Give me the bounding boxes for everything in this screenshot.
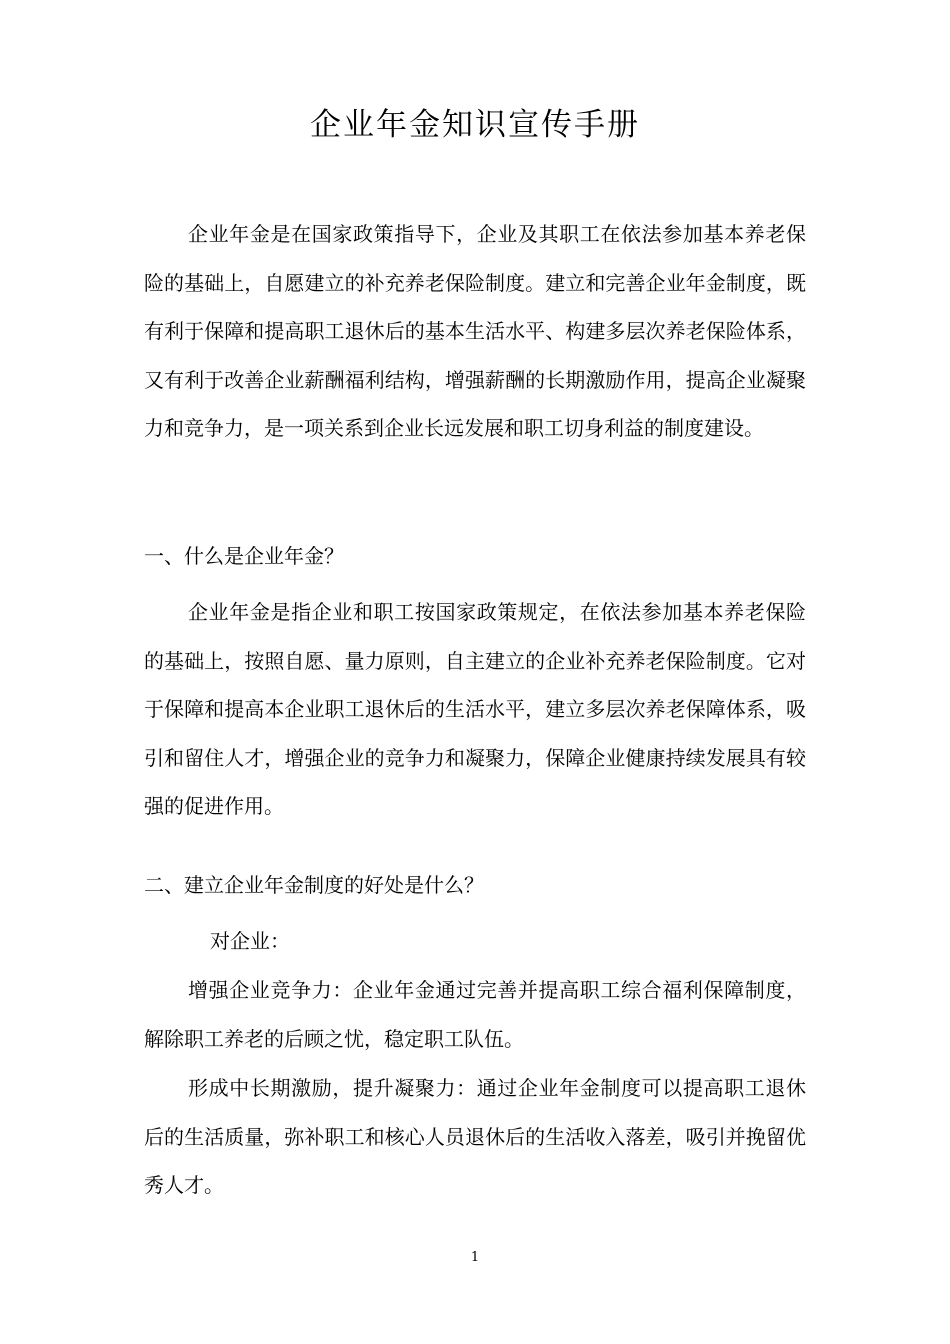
page-number: 1 xyxy=(470,1250,480,1265)
section-2-point-2: 形成中长期激励，提升凝聚力：通过企业年金制度可以提高职工退休后的生活质量，弥补职工和核心人员退休后的生活收入落差，吸引并挽留优秀人才。 xyxy=(144,1076,806,1197)
intro-paragraph: 企业年金是在国家政策指导下，企业及其职工在依法参加基本养老保险的基础上，自愿建立的补充养老保险制度。建立和完善企业年金制度，既有利于保障和提高职工退休后的基本生活水平、构建多层次养老保险体系，又有利于改善企业薪酬福利结构，增强薪酬的长期激励作用，提高企业凝聚力和竞争力，是一项关系到企业长远发展和职工切身利益的制度建设。 xyxy=(144,222,806,440)
document-title: 企业年金知识宣传手册 xyxy=(310,107,640,143)
section-2-heading: 二、建立企业年金制度的好处是什么？ xyxy=(144,873,484,897)
section-2-point-1: 增强企业竞争力：企业年金通过完善并提高职工综合福利保障制度，解除职工养老的后顾之忧，稳定职工队伍。 xyxy=(144,978,806,1051)
section-1-paragraph: 企业年金是指企业和职工按国家政策规定，在依法参加基本养老保险的基础上，按照自愿、量力原则，自主建立的企业补充养老保险制度。它对于保障和提高本企业职工退休后的生活水平，建立多层次养老保障体系，吸引和留住人才，增强企业的竞争力和凝聚力，保障企业健康持续发展具有较强的促进作用。 xyxy=(144,600,806,818)
section-2-subheading: 对企业： xyxy=(210,929,290,953)
section-1-heading: 一、什么是企业年金？ xyxy=(144,544,344,568)
